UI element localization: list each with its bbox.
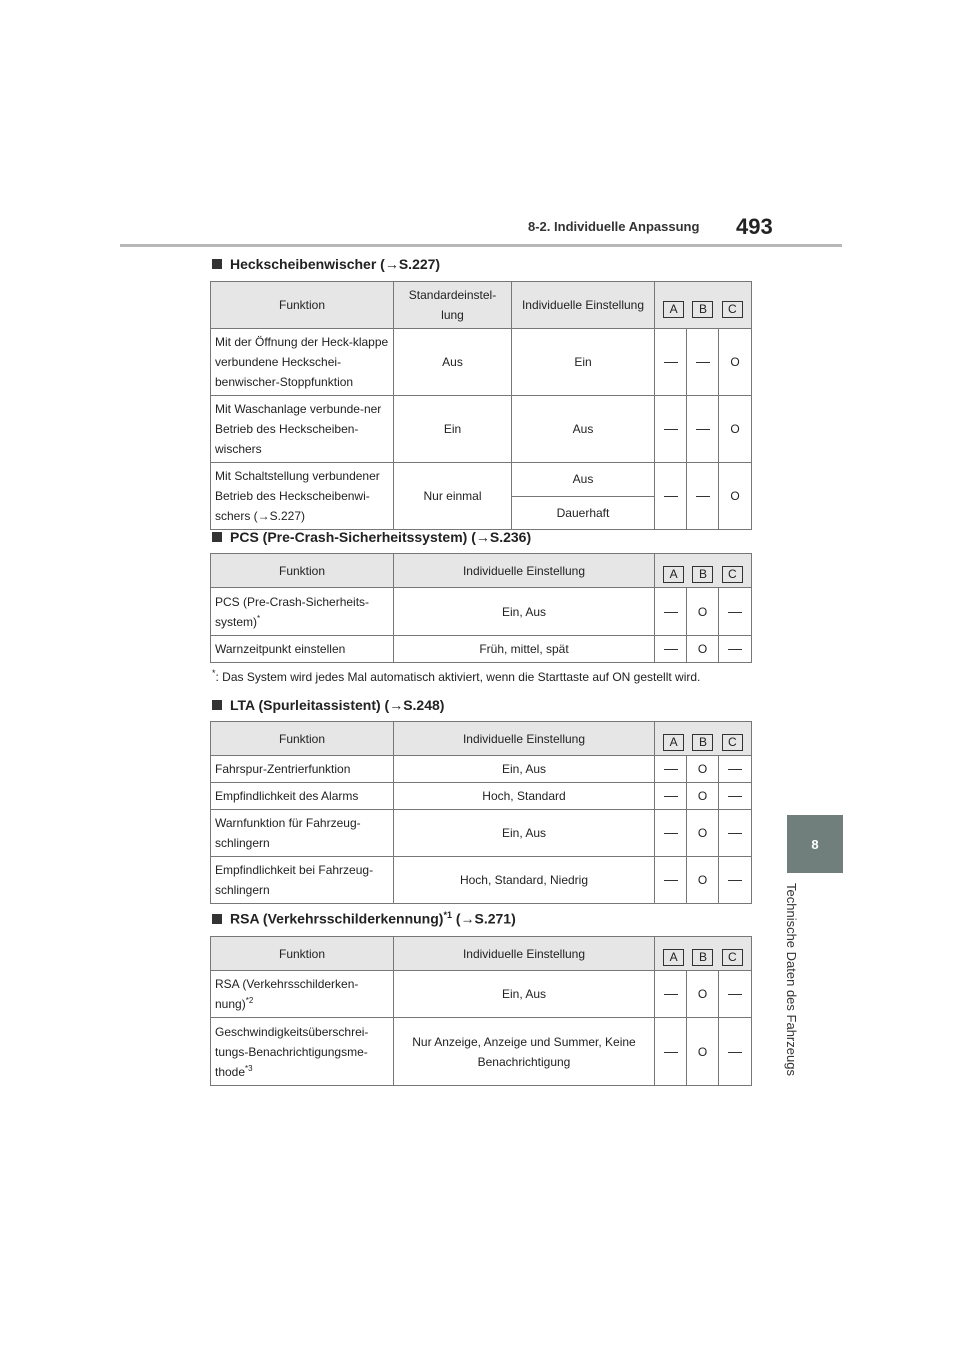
column-a-cell xyxy=(655,783,687,810)
section-heading xyxy=(212,697,444,713)
column-a-cell xyxy=(655,463,687,530)
function-text: RSA (Verkehrsschilderken-nung) xyxy=(215,977,359,1011)
column-c-cell xyxy=(719,756,752,783)
column-a-icon: A xyxy=(663,949,684,966)
chapter-side-title-text: Technische Daten des Fahrzeugs xyxy=(784,883,799,1076)
table-row xyxy=(211,588,752,636)
column-b-cell: O xyxy=(687,971,719,1018)
column-a-cell xyxy=(655,971,687,1018)
header-abc xyxy=(655,937,752,971)
dash-icon xyxy=(696,429,710,430)
section-title-footnote-marker: *1 xyxy=(443,910,452,920)
column-b-cell: O xyxy=(687,783,719,810)
table-row xyxy=(211,783,752,810)
dash-icon xyxy=(664,796,678,797)
footnote xyxy=(212,668,700,684)
column-b-cell xyxy=(687,329,719,396)
function-cell xyxy=(211,971,394,1018)
header-abc xyxy=(655,282,752,329)
column-c-icon: C xyxy=(722,734,743,751)
column-c-cell xyxy=(719,1018,752,1086)
table-row xyxy=(211,636,752,663)
column-a-cell xyxy=(655,329,687,396)
bullet-square-icon xyxy=(212,259,222,269)
column-c-icon: C xyxy=(722,301,743,318)
function-cell: Mit der Öffnung der Heck-klappe verbundene Heckschei-benwischer-Stoppfunktion xyxy=(211,329,394,396)
column-a-icon: A xyxy=(663,734,684,751)
section-heading xyxy=(212,256,440,272)
header-default: Standardeinstel-lung xyxy=(394,282,512,329)
bullet-square-icon xyxy=(212,700,222,710)
table-row xyxy=(211,396,752,463)
chapter-number-tab: 8 xyxy=(787,815,843,873)
dash-icon xyxy=(664,496,678,497)
header-funktion: Funktion xyxy=(211,722,394,756)
section-title: Heckscheibenwischer (→S.227) xyxy=(230,256,441,272)
header-individual: Individuelle Einstellung xyxy=(394,722,655,756)
dash-icon xyxy=(728,994,742,995)
function-cell: Mit Waschanlage verbunde-ner Betrieb des Heckscheiben-wischers xyxy=(211,396,394,463)
section-heading xyxy=(212,529,531,545)
column-b-cell: O xyxy=(687,636,719,663)
table-row xyxy=(211,756,752,783)
table-row xyxy=(211,857,752,904)
footnote-mark: * xyxy=(212,668,216,678)
setting-cell: Ein, Aus xyxy=(394,756,655,783)
column-c-icon: C xyxy=(722,949,743,966)
section-title-reference: (→S.271) xyxy=(451,910,516,927)
column-b-cell xyxy=(687,396,719,463)
function-cell: Mit Schaltstellung verbundener Betrieb des Heckscheibenwi-schers (→S.227) xyxy=(211,463,394,530)
footnote-marker: *3 xyxy=(245,1063,253,1073)
table-header-row xyxy=(211,722,752,756)
table-row xyxy=(211,329,752,396)
setting-cell: Hoch, Standard xyxy=(394,783,655,810)
footnote-marker: *2 xyxy=(245,996,254,1005)
column-c-cell xyxy=(719,636,752,663)
table-row xyxy=(211,810,752,857)
column-a-cell xyxy=(655,1018,687,1086)
footnote-text: : Das System wird jedes Mal automatisch aktiviert, wenn die Starttaste auf ON gestellt wird. xyxy=(215,670,701,684)
column-c-cell: O xyxy=(719,329,752,396)
dash-icon xyxy=(696,362,710,363)
setting-cell: Ein xyxy=(512,329,655,396)
section-title: LTA (Spurleitassistent) (→S.248) xyxy=(230,697,445,713)
dash-icon xyxy=(664,769,678,770)
setting-cell: Dauerhaft xyxy=(512,496,655,530)
header-individual: Individuelle Einstellung xyxy=(512,282,655,329)
default-cell: Ein xyxy=(394,396,512,463)
column-a-cell xyxy=(655,857,687,904)
page-number: 493 xyxy=(736,214,773,239)
column-b-icon: B xyxy=(692,301,713,318)
header-individual: Individuelle Einstellung xyxy=(394,554,655,588)
column-c-cell: O xyxy=(719,463,752,530)
default-cell: Aus xyxy=(394,329,512,396)
dash-icon xyxy=(664,612,678,613)
header-funktion: Funktion xyxy=(211,282,394,329)
dash-icon xyxy=(696,496,710,497)
section-title: PCS (Pre-Crash-Sicherheitssystem) (→S.236) xyxy=(230,529,532,545)
setting-cell: Ein, Aus xyxy=(394,810,655,857)
header-funktion: Funktion xyxy=(211,937,394,971)
function-text: PCS (Pre-Crash-Sicherheits-system) xyxy=(215,594,370,629)
function-cell: Warnfunktion für Fahrzeug-schlingern xyxy=(211,810,394,857)
column-b-cell: O xyxy=(687,857,719,904)
column-c-icon: C xyxy=(722,566,743,583)
function-cell: Empfindlichkeit bei Fahrzeug-schlingern xyxy=(211,857,394,904)
column-c-cell xyxy=(719,810,752,857)
column-b-cell: O xyxy=(687,756,719,783)
header-funktion: Funktion xyxy=(211,554,394,588)
column-b-icon: B xyxy=(692,566,713,583)
dash-icon xyxy=(728,1052,742,1053)
setting-cell: Ein, Aus xyxy=(394,588,655,636)
column-b-cell: O xyxy=(687,1018,719,1086)
function-text: Geschwindigkeitsüberschrei-tungs-Benachrichtigungsme-thode xyxy=(215,1024,369,1079)
column-a-icon: A xyxy=(663,566,684,583)
table-header-row xyxy=(211,937,752,971)
column-c-cell xyxy=(719,857,752,904)
column-a-cell xyxy=(655,588,687,636)
setting-cell: Hoch, Standard, Niedrig xyxy=(394,857,655,904)
dash-icon xyxy=(728,769,742,770)
dash-icon xyxy=(664,833,678,834)
dash-icon xyxy=(728,612,742,613)
column-c-cell xyxy=(719,588,752,636)
column-b-icon: B xyxy=(692,734,713,751)
setting-cell: Aus xyxy=(512,396,655,463)
function-cell xyxy=(211,588,394,636)
dash-icon xyxy=(664,880,678,881)
column-b-cell: O xyxy=(687,588,719,636)
column-b-cell xyxy=(687,463,719,530)
table-header-row xyxy=(211,554,752,588)
table-row xyxy=(211,971,752,1018)
footnote-marker: * xyxy=(257,613,261,623)
column-b-icon: B xyxy=(692,949,713,966)
chapter-side-title xyxy=(784,883,809,1093)
settings-table xyxy=(210,553,752,663)
column-c-cell xyxy=(719,783,752,810)
setting-cell: Nur Anzeige, Anzeige und Summer, Keine Benachrichtigung xyxy=(394,1018,655,1086)
column-a-cell xyxy=(655,636,687,663)
bullet-square-icon xyxy=(212,914,222,924)
function-cell: Warnzeitpunkt einstellen xyxy=(211,636,394,663)
table-row xyxy=(211,1018,752,1086)
function-cell xyxy=(211,1018,394,1086)
header-individual: Individuelle Einstellung xyxy=(394,937,655,971)
bullet-square-icon xyxy=(212,532,222,542)
header-abc xyxy=(655,722,752,756)
dash-icon xyxy=(664,994,678,995)
header-abc xyxy=(655,554,752,588)
column-b-cell: O xyxy=(687,810,719,857)
dash-icon xyxy=(728,649,742,650)
running-header-section: 8-2. Individuelle Anpassung xyxy=(528,219,700,234)
table-header-row xyxy=(211,282,752,329)
dash-icon xyxy=(664,649,678,650)
column-a-cell xyxy=(655,396,687,463)
column-a-cell xyxy=(655,756,687,783)
table-row xyxy=(211,463,752,497)
column-c-cell: O xyxy=(719,396,752,463)
settings-table xyxy=(210,721,752,904)
setting-cell: Früh, mittel, spät xyxy=(394,636,655,663)
setting-cell: Aus xyxy=(512,463,655,497)
dash-icon xyxy=(664,1052,678,1053)
dash-icon xyxy=(728,833,742,834)
header-divider xyxy=(120,244,842,247)
column-c-cell xyxy=(719,971,752,1018)
section-title: RSA (Verkehrsschilderkennung) xyxy=(230,910,444,927)
column-a-icon: A xyxy=(663,301,684,318)
section-heading xyxy=(212,910,516,927)
dash-icon xyxy=(728,880,742,881)
column-a-cell xyxy=(655,810,687,857)
settings-table xyxy=(210,936,752,1086)
function-cell: Fahrspur-Zentrierfunktion xyxy=(211,756,394,783)
dash-icon xyxy=(728,796,742,797)
dash-icon xyxy=(664,429,678,430)
default-cell: Nur einmal xyxy=(394,463,512,530)
setting-cell: Ein, Aus xyxy=(394,971,655,1018)
dash-icon xyxy=(664,362,678,363)
function-cell: Empfindlichkeit des Alarms xyxy=(211,783,394,810)
settings-table xyxy=(210,281,752,530)
